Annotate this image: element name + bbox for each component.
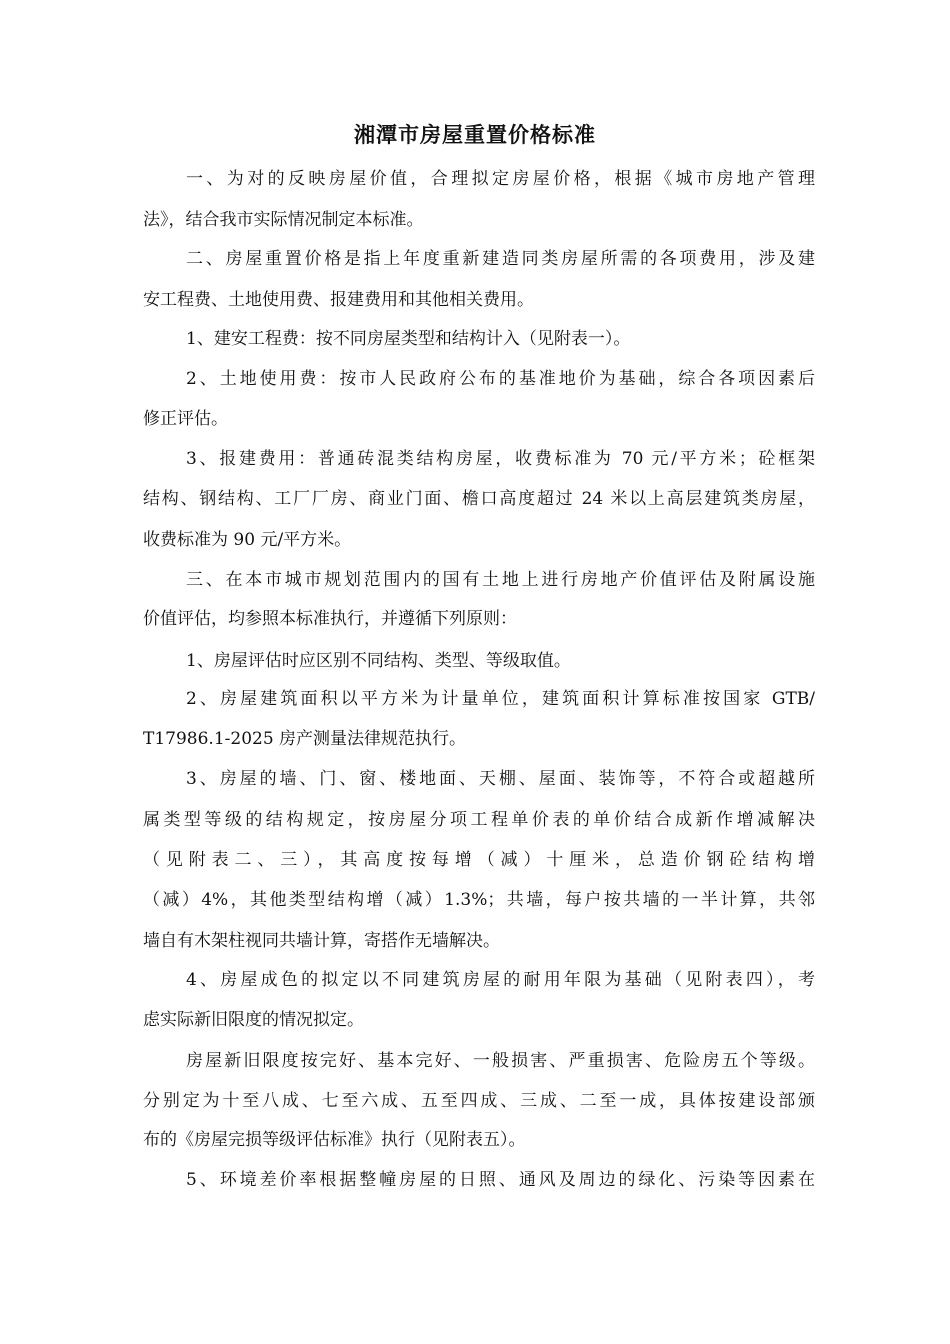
paragraph-line: 5、环境差价率根据整幢房屋的日照、通风及周边的绿化、污染等因素在 (186, 1170, 815, 1190)
paragraph-line: 3、报建费用：普通砖混类结构房屋，收费标准为 70 元/平方米；砼框架 (186, 449, 815, 469)
paragraph-line: 分别定为十至八成、七至六成、五至四成、三成、二至一成，具体按建设部颁 (143, 1091, 815, 1111)
paragraph-line: 价值评估，均参照本标准执行，并遵循下列原则： (143, 609, 517, 629)
paragraph-line: 二、房屋重置价格是指上年度重新建造同类房屋所需的各项费用，涉及建 (186, 249, 815, 269)
paragraph-line: 属类型等级的结构规定，按房屋分项工程单价表的单价结合成新作增减解决 (143, 810, 815, 830)
paragraph-line: 修正评估。 (143, 409, 228, 429)
paragraph-line: 2、土地使用费：按市人民政府公布的基准地价为基础，综合各项因素后 (186, 369, 815, 389)
paragraph-line: （减）4%，其他类型结构增（减）1.3%；共墙，每户按共墙的一半计算，共邻 (143, 890, 815, 910)
paragraph-line: 房屋新旧限度按完好、基本完好、一般损害、严重损害、危险房五个等级。 (186, 1051, 815, 1071)
paragraph-line: （见附表二、三），其高度按每增（减）十厘米，总造价钢砼结构增 (143, 850, 815, 870)
paragraph-line: 布的《房屋完损等级评估标准》执行（见附表五）。 (143, 1130, 526, 1150)
paragraph-line: 虑实际新旧限度的情况拟定。 (143, 1010, 364, 1030)
paragraph-line: 法》，结合我市实际情况制定本标准。 (143, 210, 424, 230)
document-title: 湘潭市房屋重置价格标准 (354, 123, 596, 147)
paragraph-line: 安工程费、土地使用费、报建费用和其他相关费用。 (143, 290, 534, 310)
paragraph-line: T17986.1-2025 房产测量法律规范执行。 (143, 729, 467, 749)
paragraph-line: 1、房屋评估时应区别不同结构、类型、等级取值。 (186, 651, 571, 671)
paragraph-line: 3、房屋的墙、门、窗、楼地面、天棚、屋面、装饰等，不符合或超越所 (186, 769, 815, 789)
paragraph-line: 三、在本市城市规划范围内的国有土地上进行房地产价值评估及附属设施 (186, 570, 815, 590)
paragraph-line: 结构、钢结构、工厂厂房、商业门面、檐口高度超过 24 米以上高层建筑类房屋， (143, 489, 815, 509)
paragraph-line: 1、建安工程费：按不同房屋类型和结构计入（见附表一）。 (186, 329, 631, 349)
paragraph-line: 2、房屋建筑面积以平方米为计量单位，建筑面积计算标准按国家 GTB/ (186, 689, 815, 709)
paragraph-line: 一、为对的反映房屋价值，合理拟定房屋价格，根据《城市房地产管理 (186, 169, 815, 189)
paragraph-line: 墙自有木架柱视同共墙计算，寄搭作无墙解决。 (143, 931, 500, 951)
paragraph-line: 收费标准为 90 元/平方米。 (143, 530, 352, 550)
paragraph-line: 4、房屋成色的拟定以不同建筑房屋的耐用年限为基础（见附表四），考 (186, 970, 815, 990)
